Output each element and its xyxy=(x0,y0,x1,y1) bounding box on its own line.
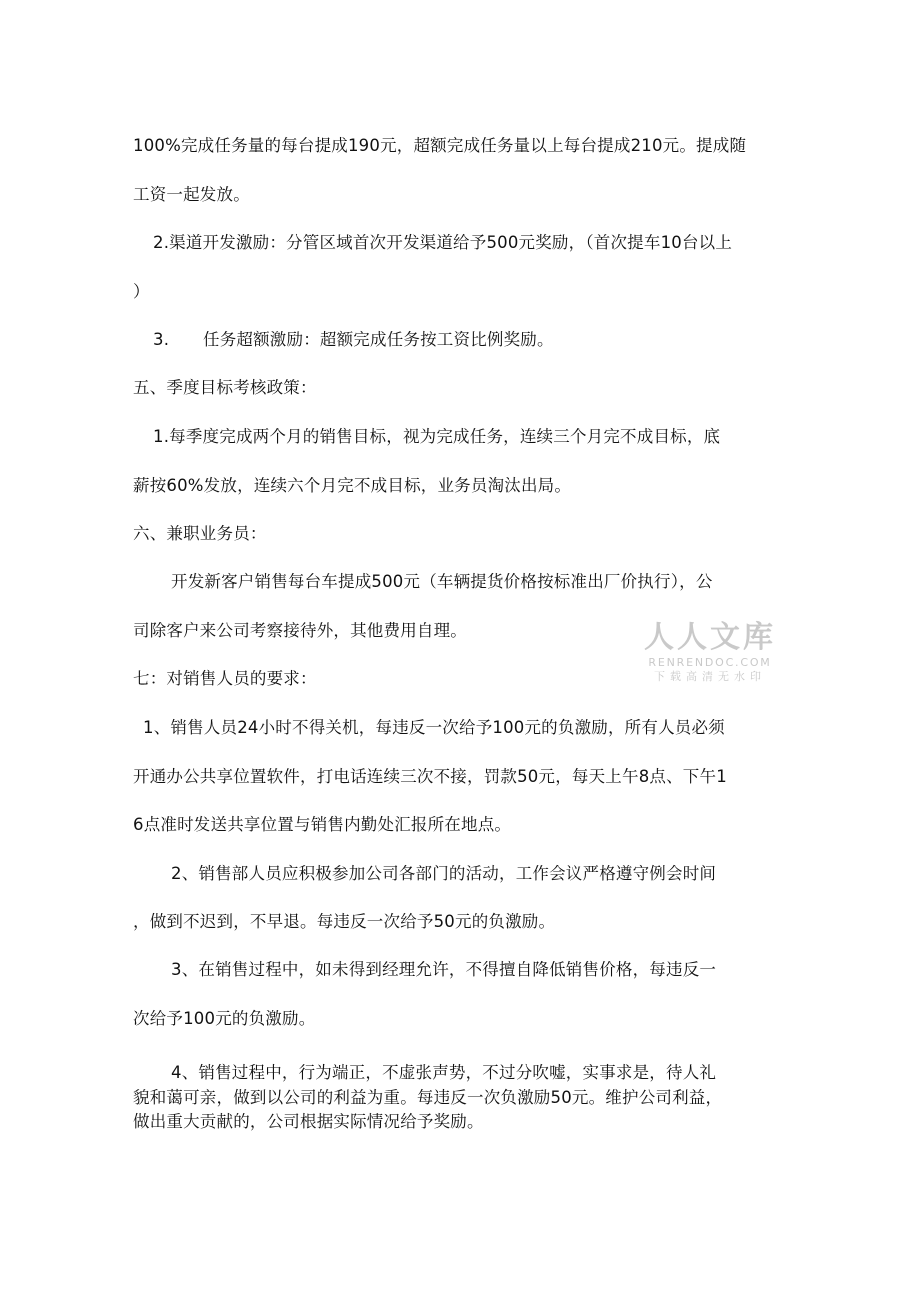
text-line: 任务超额激励：超额完成任务按工资比例奖励。 xyxy=(203,330,554,349)
text-line: 6点准时发送共享位置与销售内勤处汇报所在地点。 xyxy=(133,815,512,834)
watermark-title: 人人文库 xyxy=(644,620,776,655)
text-line: 薪按60%发放，连续六个月完不成目标，业务员淘汰出局。 xyxy=(133,476,572,495)
text-line: 1、销售人员24小时不得关机，每违反一次给予100元的负激励，所有人员必须 xyxy=(143,718,725,737)
text-line: 开通办公共享位置软件，打电话连续三次不接，罚款50元，每天上午8点、下午1 xyxy=(133,767,727,786)
text-line: 2、销售部人员应积极参加公司各部门的活动，工作会议严格遵守例会时间 xyxy=(171,864,717,883)
text-line: 司除客户来公司考察接待外，其他费用自理。 xyxy=(133,621,467,640)
section-heading: 六、兼职业务员： xyxy=(133,524,267,543)
list-number: 3. xyxy=(153,330,170,349)
text-line: 貌和蔼可亲，做到以公司的利益为重。每违反一次负激励50元。维护公司利益， xyxy=(133,1088,723,1107)
text-line: 2.渠道开发激励：分管区域首次开发渠道给予500元奖励，（首次提车10台以上 xyxy=(153,233,733,252)
watermark-domain: RENRENDOC.COM xyxy=(648,656,772,669)
text-line: 3、在销售过程中，如未得到经理允许，不得擅自降低销售价格，每违反一 xyxy=(171,960,717,979)
section-heading: 七：对销售人员的要求： xyxy=(133,669,317,688)
text-line: 100%完成任务量的每台提成190元，超额完成任务量以上每台提成210元。提成随 xyxy=(133,136,747,155)
section-heading: 五、季度目标考核政策： xyxy=(133,378,317,397)
text-line: 4、销售过程中，行为端正，不虚张声势，不过分吹嘘，实事求是，待人礼 xyxy=(171,1063,717,1082)
text-line: 做出重大贡献的，公司根据实际情况给予奖励。 xyxy=(133,1112,484,1131)
text-line: 1.每季度完成两个月的销售目标，视为完成任务，连续三个月完不成目标，底 xyxy=(153,427,721,446)
watermark-subtitle: 下载高清无水印 xyxy=(654,670,766,683)
text-line: 开发新客户销售每台车提成500元（车辆提货价格按标准出厂价执行），公 xyxy=(171,572,713,591)
text-line: 工资一起发放。 xyxy=(133,185,250,204)
watermark-logo xyxy=(640,620,780,684)
text-line: ） xyxy=(133,282,150,301)
text-line: 次给予100元的负激励。 xyxy=(133,1009,316,1028)
text-line: ，做到不迟到，不早退。每违反一次给予50元的负激励。 xyxy=(133,912,556,931)
